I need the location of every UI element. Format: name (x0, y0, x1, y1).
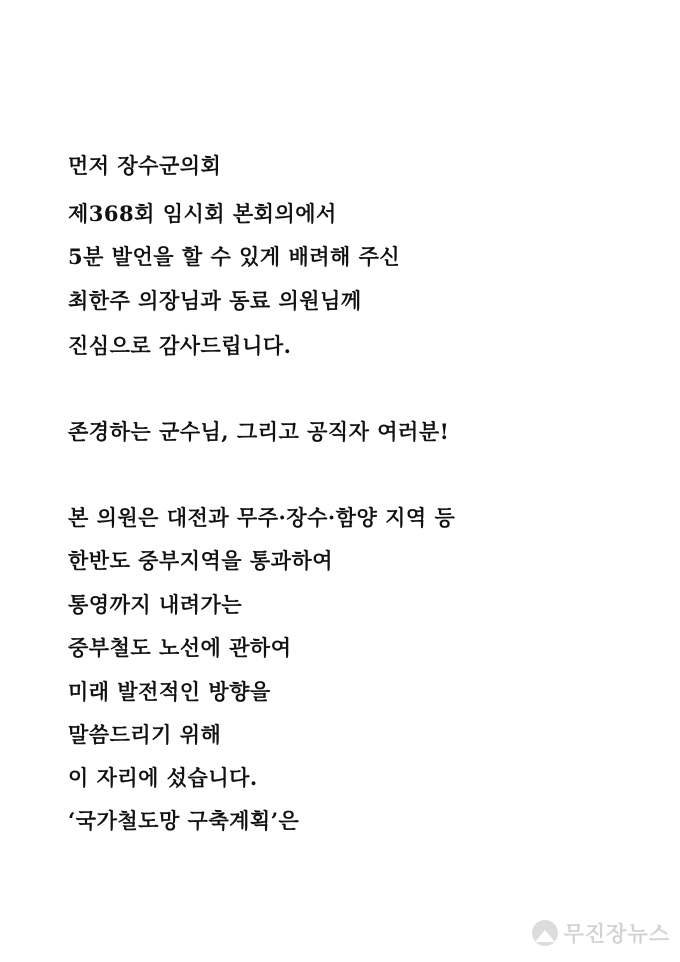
text-line: 본 의원은 대전과 무주·장수·함양 지역 등 (68, 505, 456, 530)
watermark-text: 무진장뉴스 (563, 922, 670, 946)
text-line: 존경하는 군수님, 그리고 공직자 여러분! (68, 419, 450, 444)
watermark (532, 918, 670, 948)
text-line: 말씀드리기 위해 (68, 722, 222, 747)
text-line: ‘국가철도망 구축계획’은 (68, 808, 300, 833)
text-line: 먼저 장수군의회 (68, 153, 222, 178)
text-line: 제368회 임시회 본회의에서 (68, 201, 337, 226)
mountain-logo-icon (532, 920, 558, 946)
text-line: 한반도 중부지역을 통과하여 (68, 548, 334, 573)
text-line: 최한주 의장님과 동료 의원님께 (68, 288, 362, 313)
text-line: 진심으로 감사드립니다. (68, 333, 292, 358)
text-line: 이 자리에 섰습니다. (68, 765, 258, 790)
text-line: 5분 발언을 할 수 있게 배려해 주신 (68, 244, 401, 269)
text-line: 미래 발전적인 방향을 (68, 679, 271, 704)
text-line: 통영까지 내려가는 (68, 592, 243, 617)
text-line: 중부철도 노선에 관하여 (68, 635, 292, 660)
